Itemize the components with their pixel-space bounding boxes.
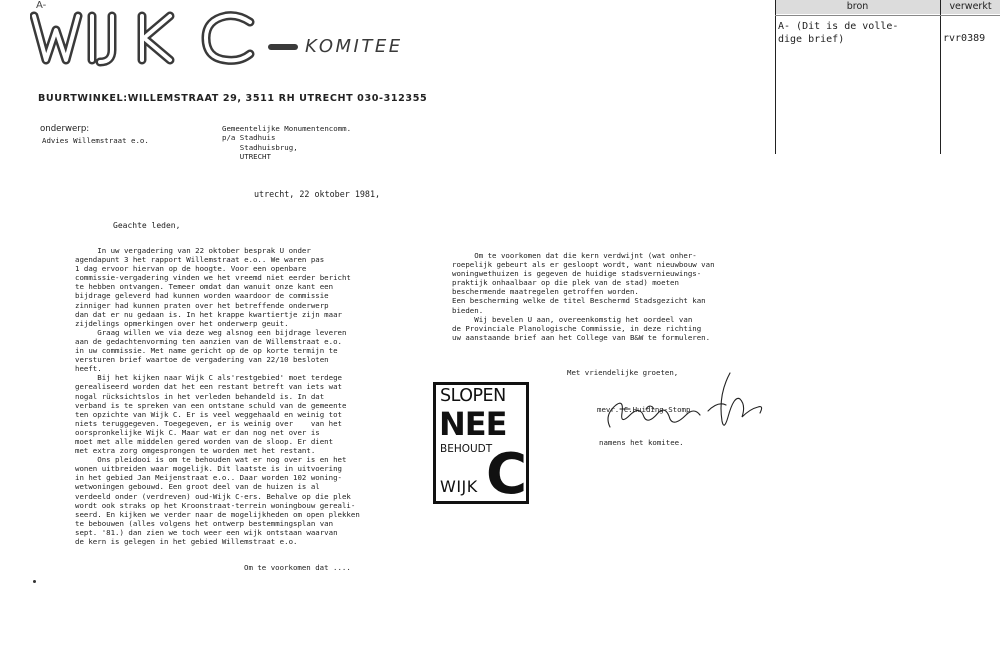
body-line: te hebben ontvangen. Temeer omdat dan wanuit onze kant een [75, 282, 334, 292]
body-line: wetwoningen gebouwd. Een groot deel van de huizen is al [75, 482, 320, 492]
body-line: 1 dag ervoor hiervan op de hoogte. Voor een openbare [75, 264, 307, 274]
body-line: bijdrage geleverd had kunnen worden waardoor de commissie [75, 291, 329, 301]
letter-date: utrecht, 22 oktober 1981, [254, 189, 381, 199]
body-line: dan dat er nu gedaan is. In het krappe kwartiertje zijn maar [75, 309, 342, 319]
recipient-line: p/a Stadhuis [222, 133, 276, 143]
body-line: moet met alle middelen gered worden van de sloop. Er dient [75, 436, 334, 446]
archive-source-line: dige brief) [778, 33, 845, 45]
letter-body-left [75, 246, 360, 546]
archive-divider-mid [940, 0, 941, 154]
subject-label: onderwerp: [40, 124, 90, 134]
recipient-address [222, 124, 351, 161]
signer-name: mevr. C.Huiding-Stomp [597, 405, 691, 414]
archive-divider-left [775, 0, 776, 154]
archive-table [775, 0, 1000, 154]
body-line: de kern is gelegen in het gebied Willemstraat e.o. [75, 537, 298, 546]
body-line: te bebouwen (alles volgens het ontwerp bestemmingsplan van [75, 518, 334, 528]
corner-archive-mark: A- [36, 0, 47, 11]
archive-processed-value: rvr0389 [943, 33, 986, 44]
body-line: aan de gedachtenvorming ten aanzien van de Willemstraat e.o. [75, 336, 342, 346]
body-line: verdeeld onder (verdreven) oud-Wijk C-ers. Behalve op die plek [75, 491, 351, 501]
body-line: Ons pleidooi is om te behouden wat er nog over is en het [75, 455, 347, 465]
stamp-line-slopen: SLOPEN [440, 386, 506, 406]
body-line: Wij bevelen U aan, overeenkomstig het oordeel van [452, 314, 693, 324]
body-line: beschermende maatregelen getroffen worden. [452, 287, 639, 297]
body-line: Graag willen we via deze weg alsnog een bijdrage leveren [75, 327, 347, 337]
letter-body-right [452, 251, 715, 342]
recipient-line: Gemeentelijke Monumentencomm. [222, 124, 352, 133]
body-line: ten opzichte van Wijk C. Er is veel weggehaald en weinig tot [75, 409, 342, 419]
handwritten-signature [600, 365, 770, 435]
body-line: Bij het kijken naar Wijk C als'restgebied' moet terdege [75, 373, 342, 383]
stamp-line-behoudt: BEHOUDT [440, 443, 493, 455]
body-line: zinniger had kunnen praten over het betreffende onderwerp [75, 300, 329, 310]
body-line: praktijk onhaalbaar op die plek van de stad) moeten [452, 278, 679, 288]
archive-col-source: bron [775, 0, 940, 14]
body-line: Een bescherming welke de titel Beschermd Stadsgezicht kan [452, 296, 706, 306]
body-line: seerd. En kijken we verder naar de mogelijkheden om open plekken [75, 509, 360, 519]
body-line: de Provinciale Planologische Commissie, in deze richting [452, 323, 702, 333]
body-line: agendapunt 3 het rapport Willemstraat e.o.. We waren pas [75, 255, 325, 265]
logo-subtitle: KOMITEE [305, 36, 403, 57]
body-line: gerealiseerd worden dat het een restant betreft van iets wat [75, 382, 342, 392]
body-line: verband is te spreken van een ontstane schuld van de gemeente [75, 400, 347, 410]
stamp-big-c: C [486, 442, 528, 507]
body-line: commissie-vergadering vinden we het vreemd niet eerder bericht [75, 273, 351, 283]
body-line: in uw commissie. Met name gericht op de op korte termijn te [75, 346, 338, 356]
recipient-line: UTRECHT [222, 151, 271, 161]
archive-header-rule [775, 15, 1000, 16]
body-line: oorspronkelijke Wijk C. Maar wat er dan nog net over is [75, 427, 320, 437]
closing-greeting: Met vriendelijke groeten, [567, 368, 679, 377]
body-line: roepelijk gebeurt als er gesloopt wordt, want nieuwbouw van [452, 260, 715, 270]
body-line: nogal rücksichtslos in het verleden behandeld is. In dat [75, 391, 325, 401]
body-line: niets teruggegeven. Toegegeven, er is weinig over van het [75, 418, 342, 428]
slopen-nee-stamp [433, 382, 529, 507]
body-line: bieden. [452, 305, 484, 315]
body-line: in het gebied Jan Meijenstraat e.o.. Daar worden 102 woning- [75, 473, 342, 483]
logo-dash [268, 44, 298, 50]
wijk-c-logo [30, 8, 288, 68]
body-line: sept. '81.) dan zien we toch weer een wijk ontstaan waarvan [75, 527, 338, 537]
signer-role: namens het komitee. [599, 438, 684, 447]
recipient-line: Stadhuisbrug, [222, 142, 298, 152]
letterhead-address: BUURTWINKEL:WILLEMSTRAAT 29, 3511 RH UTRECHT 030-312355 [38, 93, 428, 104]
body-line: In uw vergadering van 22 oktober besprak U onder [75, 246, 311, 255]
body-line: uw aanstaande brief aan het College van B&W te formuleren. [452, 332, 711, 342]
stamp-line-nee: NEE [439, 405, 507, 443]
body-line: wonen uitbreiden waar mogelijk. Dit laatste is in uitvoering [75, 464, 342, 474]
body-line: Om te voorkomen dat die kern verdwijnt (wat onher- [452, 251, 697, 260]
continuation-line: Om te voorkomen dat .... [244, 563, 351, 572]
body-line: zijdelings opmerkingen over het onderwerp geuit. [75, 318, 289, 328]
body-line: wordt ook straks op het Kroonstraat-terrein woningbouw gereali- [75, 500, 356, 510]
body-line: heeft. [75, 364, 102, 374]
archive-col-processed: verwerkt [941, 0, 1000, 14]
archive-source-line: A- (Dit is de volle- [778, 21, 899, 32]
body-line: woningwethuizen is gegeven de huidige stadsvernieuwings- [452, 269, 702, 279]
margin-dot [33, 580, 36, 583]
body-line: versturen brief waartoe de vergadering van 22/10 besloten [75, 355, 329, 365]
stamp-line-wijk: WIJK [440, 477, 478, 496]
archive-source-value [778, 21, 898, 46]
body-line: met extra zorg omgesprongen te worden met het restant. [75, 446, 316, 456]
subject-text: Advies Willemstraat e.o. [42, 136, 149, 145]
salutation: Geachte leden, [113, 221, 181, 230]
